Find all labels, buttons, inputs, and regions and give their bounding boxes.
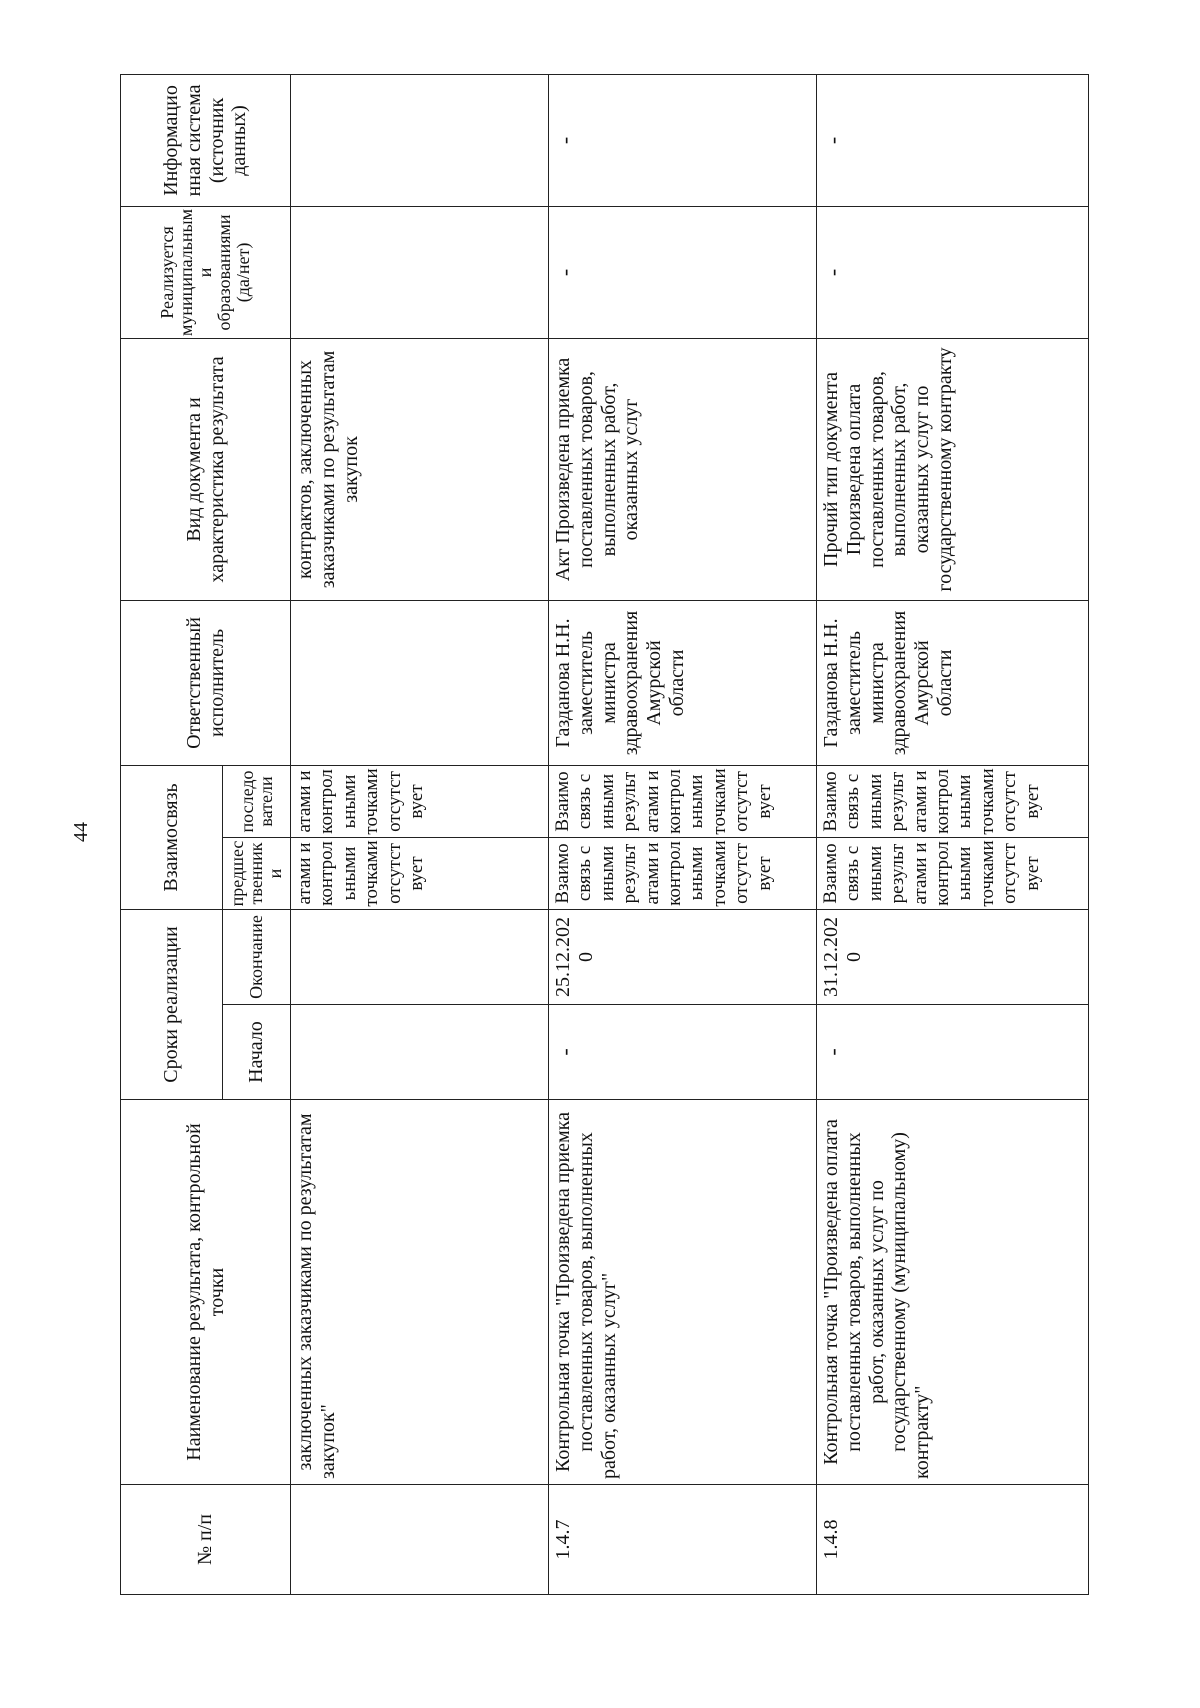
header-succ: последователи xyxy=(223,765,291,837)
row-num: 1.4.7 xyxy=(549,1485,817,1595)
row-resp: Газданова Н.Н. заместитель министра здравоохранения Амурской области xyxy=(549,600,817,765)
row-succ: атами и контрольными точками отсутствует xyxy=(291,765,549,837)
row-end: 31.12.2020 xyxy=(817,909,1089,1004)
page-number: 44 xyxy=(70,822,92,842)
header-dates: Сроки реализации xyxy=(121,909,223,1099)
row-name: Контрольная точка "Произведена оплата поставленных товаров, выполненных работ, оказанных услуг по государственному (муниципальному) контракту" xyxy=(817,1100,1089,1485)
row-info: - xyxy=(817,74,1089,206)
row-resp xyxy=(291,600,549,765)
header-info: Информационная система (источник данных) xyxy=(121,74,291,206)
row-num xyxy=(291,1485,549,1595)
header-row xyxy=(121,74,223,1594)
row-pred: Взаимосвязь с иными результатами и контрольными точками отсутствует xyxy=(817,837,1089,909)
row-name: заключенных заказчиками по результатам закупок" xyxy=(291,1100,549,1485)
row-mun: - xyxy=(817,206,1089,338)
row-pred: Взаимосвязь с иными результатами и контрольными точками отсутствует xyxy=(549,837,817,909)
table-row xyxy=(817,74,1089,1594)
row-doc: Прочий тип документа Произведена оплата поставленных товаров, выполненных работ, оказанных услуг по государственному контракту xyxy=(817,338,1089,600)
row-resp: Газданова Н.Н. заместитель министра здравоохранения Амурской области xyxy=(817,600,1089,765)
row-pred: атами и контрольными точками отсутствует xyxy=(291,837,549,909)
row-mun: - xyxy=(549,206,817,338)
row-num: 1.4.8 xyxy=(817,1485,1089,1595)
header-end: Окончание xyxy=(223,909,291,1004)
row-end: 25.12.2020 xyxy=(549,909,817,1004)
header-mun: Реализуется муниципальными образованиями (да/нет) xyxy=(121,206,291,338)
rotated-table-container xyxy=(120,75,1088,1595)
table-row xyxy=(291,74,549,1594)
row-doc: Акт Произведена приемка поставленных товаров, выполненных работ, оказанных услуг xyxy=(549,338,817,600)
row-name: Контрольная точка "Произведена приемка поставленных товаров, выполненных работ, оказанных услуг" xyxy=(549,1100,817,1485)
row-info: - xyxy=(549,74,817,206)
header-start: Начало xyxy=(223,1005,291,1100)
header-num: № п/п xyxy=(121,1485,291,1595)
header-link: Взаимосвязь xyxy=(121,765,223,909)
row-succ: Взаимосвязь с иными результатами и контрольными точками отсутствует xyxy=(549,765,817,837)
header-pred: предшественники xyxy=(223,837,291,909)
row-start: - xyxy=(549,1005,817,1100)
results-table xyxy=(120,74,1089,1595)
header-doc: Вид документа и характеристика результата xyxy=(121,338,291,600)
row-doc: контрактов, заключенных заказчиками по результатам закупок xyxy=(291,338,549,600)
row-end xyxy=(291,909,549,1004)
row-mun xyxy=(291,206,549,338)
header-resp: Ответственный исполнитель xyxy=(121,600,291,765)
header-name: Наименование результата, контрольной точки xyxy=(121,1100,291,1485)
row-start xyxy=(291,1005,549,1100)
table-row xyxy=(549,74,817,1594)
row-start: - xyxy=(817,1005,1089,1100)
row-info xyxy=(291,74,549,206)
row-succ: Взаимосвязь с иными результатами и контрольными точками отсутствует xyxy=(817,765,1089,837)
